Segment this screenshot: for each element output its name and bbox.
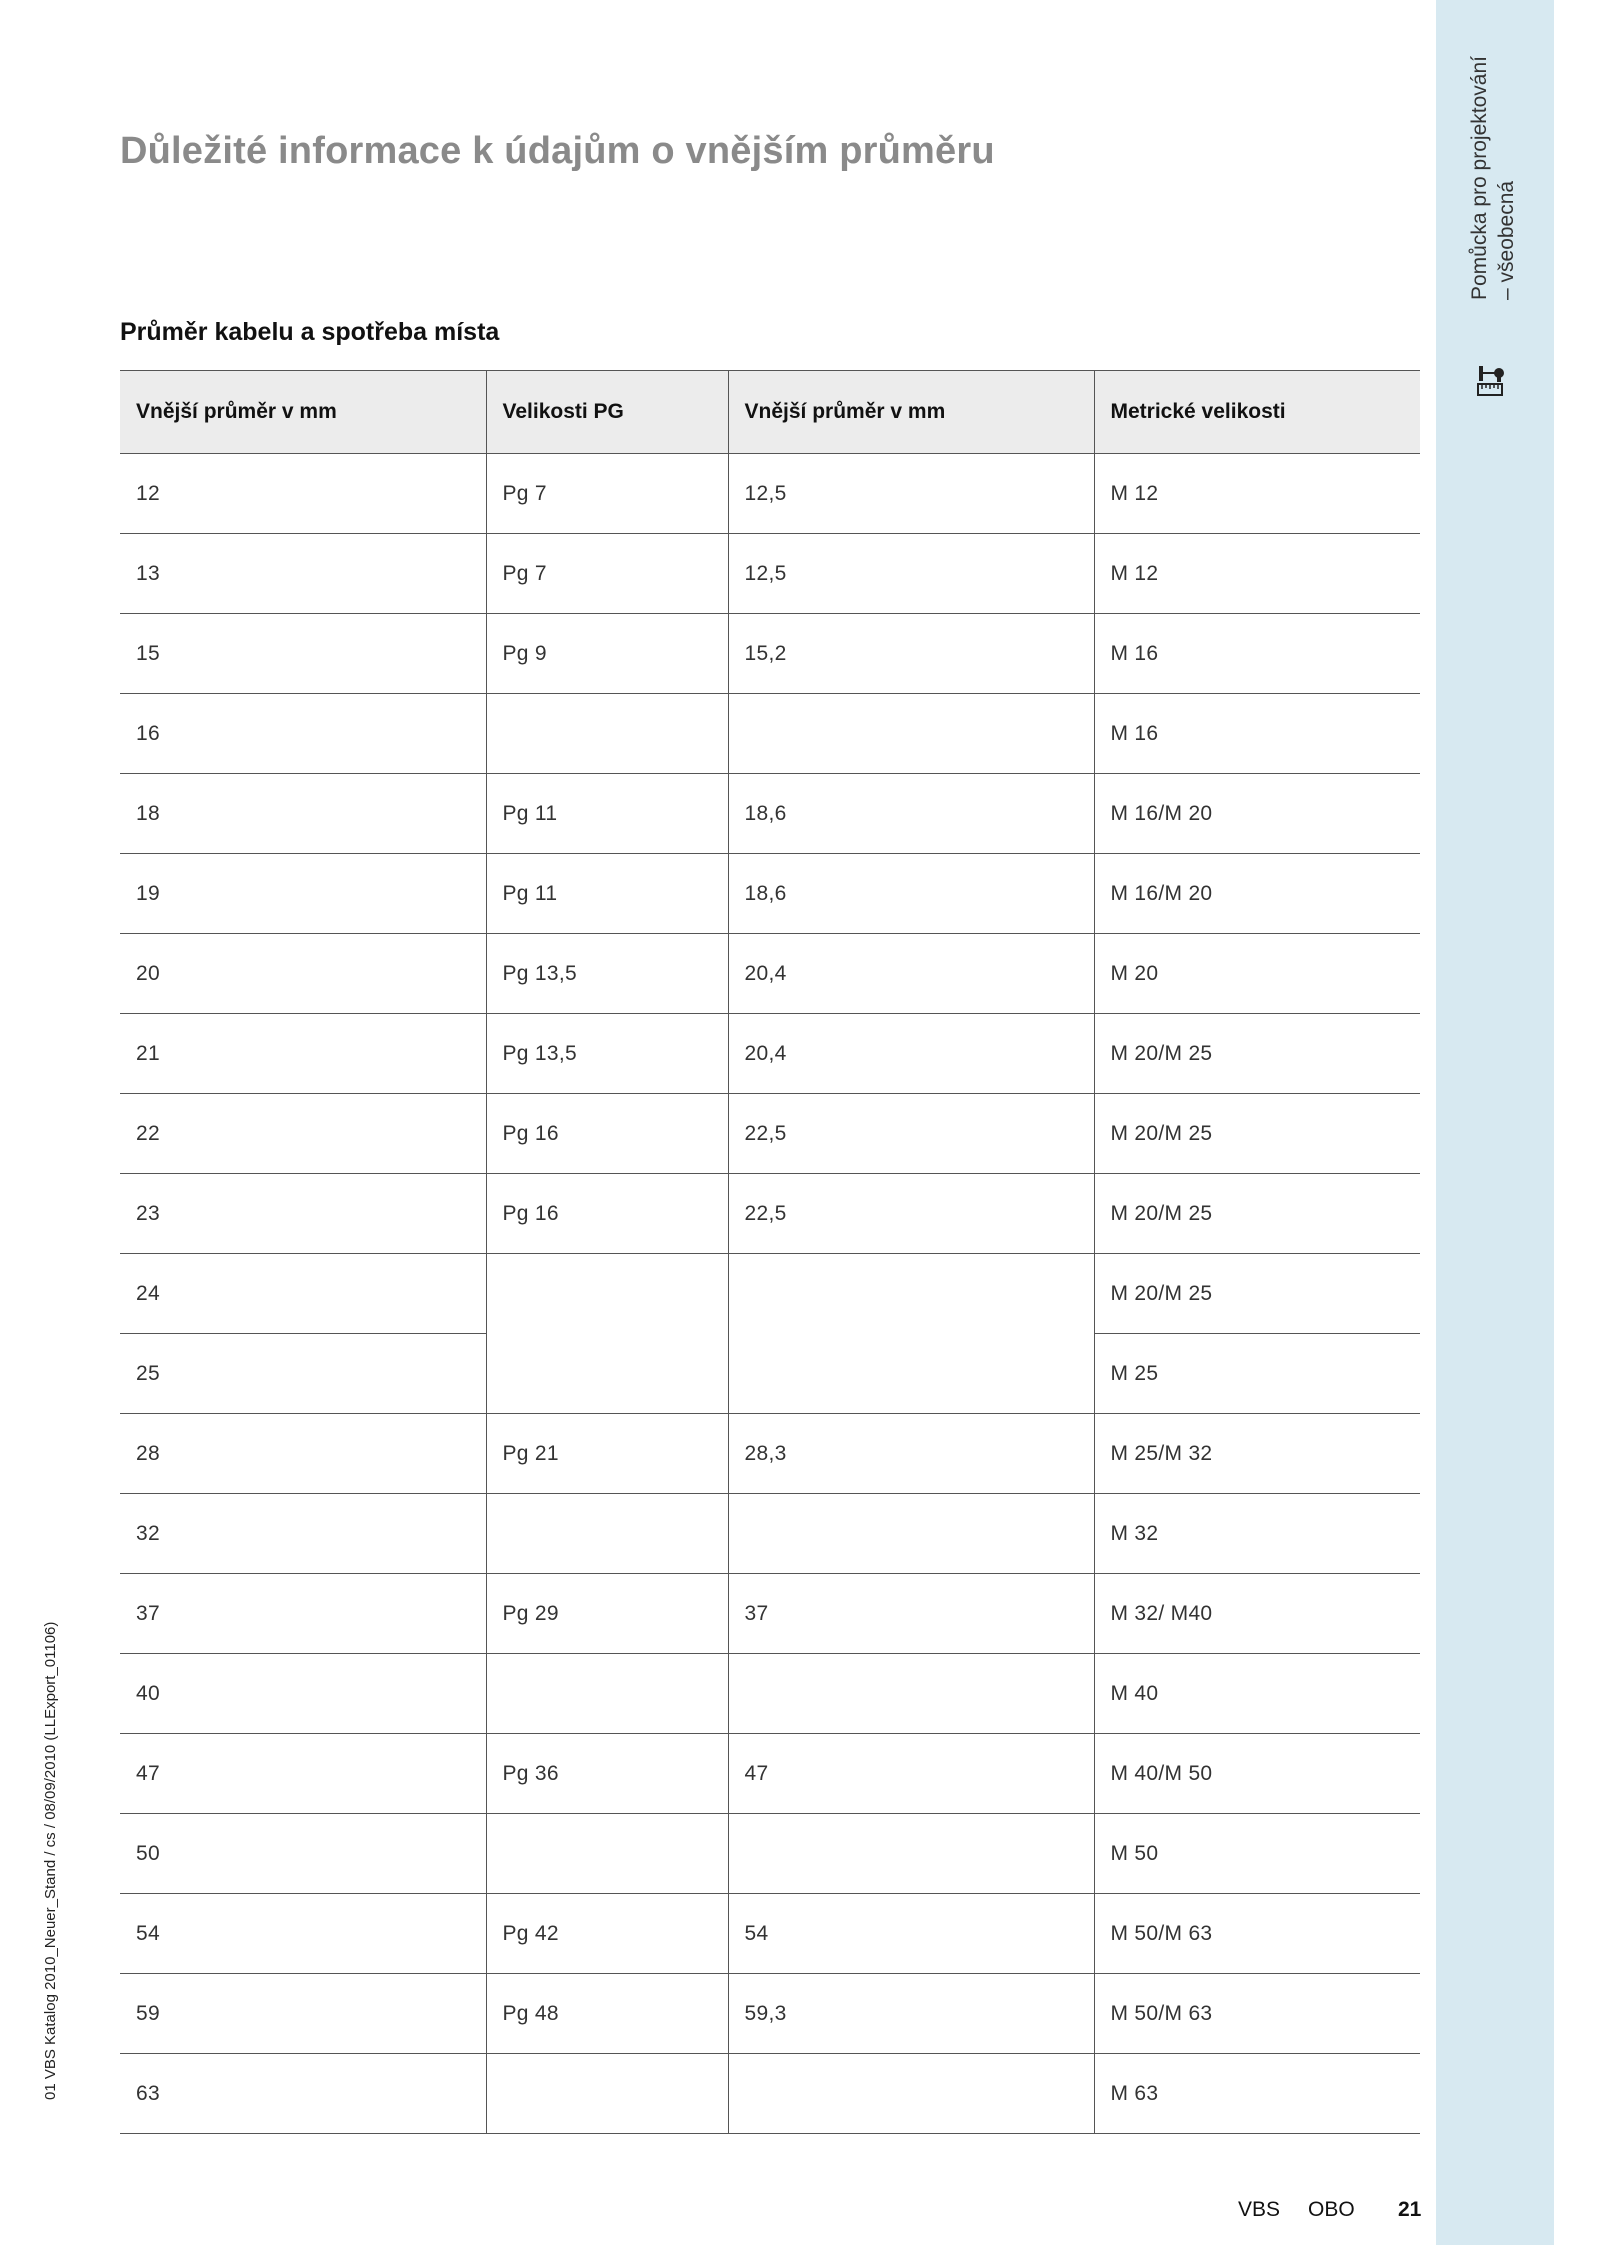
cell-pg-diameter: 37	[728, 1574, 1094, 1654]
cell-metric-size: M 32/ M40	[1094, 1574, 1420, 1654]
footer-vbs: VBS	[1238, 2198, 1281, 2221]
cell-pg-size: Pg 13,5	[486, 934, 728, 1014]
table-row	[120, 614, 1420, 694]
cell-outer-diameter: 23	[120, 1174, 486, 1254]
cell-outer-diameter: 18	[120, 774, 486, 854]
cell-pg-size: Pg 7	[486, 454, 728, 534]
header-outer-diameter: Vnější průměr v mm	[120, 371, 486, 454]
cell-outer-diameter: 25	[120, 1334, 486, 1414]
cell-outer-diameter: 21	[120, 1014, 486, 1094]
cell-pg-size: Pg 9	[486, 614, 728, 694]
cell-pg-size	[486, 694, 728, 774]
table-row	[120, 1014, 1420, 1094]
page-number: 21	[1398, 2198, 1422, 2221]
table-row	[120, 934, 1420, 1014]
cell-pg-size: Pg 36	[486, 1734, 728, 1814]
cell-pg-diameter: 18,6	[728, 854, 1094, 934]
cell-outer-diameter: 59	[120, 1974, 486, 2054]
side-band	[1436, 0, 1554, 2245]
table-row	[120, 1094, 1420, 1174]
cell-metric-size: M 50	[1094, 1814, 1420, 1894]
cell-metric-size: M 50/M 63	[1094, 1974, 1420, 2054]
catalog-code: 01 VBS Katalog 2010_Neuer_Stand / cs / 08/09/2010 (LLExport_01106)	[42, 1621, 59, 2100]
cell-outer-diameter: 32	[120, 1494, 486, 1574]
cell-outer-diameter: 16	[120, 694, 486, 774]
table-row	[120, 1734, 1420, 1814]
side-label-line2: – všeobecná	[1495, 180, 1518, 300]
cell-pg-diameter	[728, 1254, 1094, 1414]
header-outer-diameter-2: Vnější průměr v mm	[728, 371, 1094, 454]
cell-metric-size: M 25/M 32	[1094, 1414, 1420, 1494]
header-metric-size: Metrické velikosti	[1094, 371, 1420, 454]
cell-outer-diameter: 37	[120, 1574, 486, 1654]
cell-pg-diameter: 12,5	[728, 454, 1094, 534]
cell-pg-diameter: 18,6	[728, 774, 1094, 854]
page-title: Důležité informace k údajům o vnějším průměru	[120, 130, 995, 172]
cell-outer-diameter: 12	[120, 454, 486, 534]
cable-diameter-table	[120, 370, 1420, 2134]
side-label-line1: Pomůcka pro projektování	[1468, 56, 1491, 300]
table-row	[120, 1894, 1420, 1974]
cell-outer-diameter: 63	[120, 2054, 486, 2134]
cell-metric-size: M 12	[1094, 534, 1420, 614]
cell-pg-size: Pg 16	[486, 1094, 728, 1174]
table-row	[120, 1254, 1420, 1334]
table-row	[120, 454, 1420, 534]
cell-pg-diameter: 47	[728, 1734, 1094, 1814]
cell-outer-diameter: 22	[120, 1094, 486, 1174]
cell-pg-diameter: 59,3	[728, 1974, 1094, 2054]
cell-pg-diameter: 54	[728, 1894, 1094, 1974]
cell-metric-size: M 40/M 50	[1094, 1734, 1420, 1814]
table-row	[120, 854, 1420, 934]
cell-outer-diameter: 28	[120, 1414, 486, 1494]
cell-pg-diameter: 22,5	[728, 1174, 1094, 1254]
cell-metric-size: M 63	[1094, 2054, 1420, 2134]
cell-pg-size: Pg 42	[486, 1894, 728, 1974]
cell-pg-diameter	[728, 1814, 1094, 1894]
cell-metric-size: M 40	[1094, 1654, 1420, 1734]
cell-metric-size: M 25	[1094, 1334, 1420, 1414]
cell-metric-size: M 20/M 25	[1094, 1094, 1420, 1174]
cell-pg-size: Pg 29	[486, 1574, 728, 1654]
cell-pg-diameter	[728, 1494, 1094, 1574]
cell-pg-size: Pg 13,5	[486, 1014, 728, 1094]
cell-metric-size: M 20	[1094, 934, 1420, 1014]
cell-pg-size: Pg 48	[486, 1974, 728, 2054]
cell-pg-size: Pg 16	[486, 1174, 728, 1254]
cell-metric-size: M 20/M 25	[1094, 1014, 1420, 1094]
cell-pg-diameter: 28,3	[728, 1414, 1094, 1494]
side-label	[1466, 56, 1520, 300]
table-row	[120, 534, 1420, 614]
cell-pg-size	[486, 2054, 728, 2134]
cell-metric-size: M 16/M 20	[1094, 774, 1420, 854]
footer-obo: OBO	[1308, 2198, 1355, 2221]
cell-pg-diameter: 12,5	[728, 534, 1094, 614]
cell-outer-diameter: 50	[120, 1814, 486, 1894]
cell-outer-diameter: 15	[120, 614, 486, 694]
cell-outer-diameter: 54	[120, 1894, 486, 1974]
table-row	[120, 774, 1420, 854]
table-row	[120, 1654, 1420, 1734]
table-row	[120, 694, 1420, 774]
cell-pg-diameter	[728, 1654, 1094, 1734]
cell-metric-size: M 12	[1094, 454, 1420, 534]
table-body	[120, 454, 1420, 2134]
table-row	[120, 1574, 1420, 1654]
cell-pg-diameter	[728, 2054, 1094, 2134]
cell-pg-diameter: 20,4	[728, 1014, 1094, 1094]
table-row	[120, 1174, 1420, 1254]
cell-outer-diameter: 40	[120, 1654, 486, 1734]
cell-pg-diameter	[728, 694, 1094, 774]
cell-outer-diameter: 19	[120, 854, 486, 934]
table-row	[120, 2054, 1420, 2134]
cell-pg-size: Pg 11	[486, 774, 728, 854]
cell-metric-size: M 20/M 25	[1094, 1254, 1420, 1334]
table-row	[120, 1494, 1420, 1574]
table-row	[120, 1814, 1420, 1894]
cell-pg-size	[486, 1654, 728, 1734]
table-row	[120, 1974, 1420, 2054]
cell-pg-diameter: 15,2	[728, 614, 1094, 694]
cell-pg-size	[486, 1814, 728, 1894]
cell-metric-size: M 16	[1094, 614, 1420, 694]
cell-outer-diameter: 20	[120, 934, 486, 1014]
cell-pg-size: Pg 7	[486, 534, 728, 614]
cell-pg-size	[486, 1254, 728, 1414]
cell-pg-size: Pg 21	[486, 1414, 728, 1494]
section-heading: Průměr kabelu a spotřeba místa	[120, 318, 500, 346]
cell-metric-size: M 16/M 20	[1094, 854, 1420, 934]
cell-pg-diameter: 20,4	[728, 934, 1094, 1014]
cell-outer-diameter: 47	[120, 1734, 486, 1814]
cell-outer-diameter: 13	[120, 534, 486, 614]
cell-metric-size: M 20/M 25	[1094, 1174, 1420, 1254]
cell-metric-size: M 50/M 63	[1094, 1894, 1420, 1974]
cell-outer-diameter: 24	[120, 1254, 486, 1334]
table-row	[120, 1414, 1420, 1494]
header-pg-size: Velikosti PG	[486, 371, 728, 454]
table-header-row	[120, 371, 1420, 454]
cell-pg-diameter: 22,5	[728, 1094, 1094, 1174]
cell-metric-size: M 32	[1094, 1494, 1420, 1574]
cell-metric-size: M 16	[1094, 694, 1420, 774]
cell-pg-size: Pg 11	[486, 854, 728, 934]
tools-ruler-icon	[1470, 364, 1512, 398]
cell-pg-size	[486, 1494, 728, 1574]
